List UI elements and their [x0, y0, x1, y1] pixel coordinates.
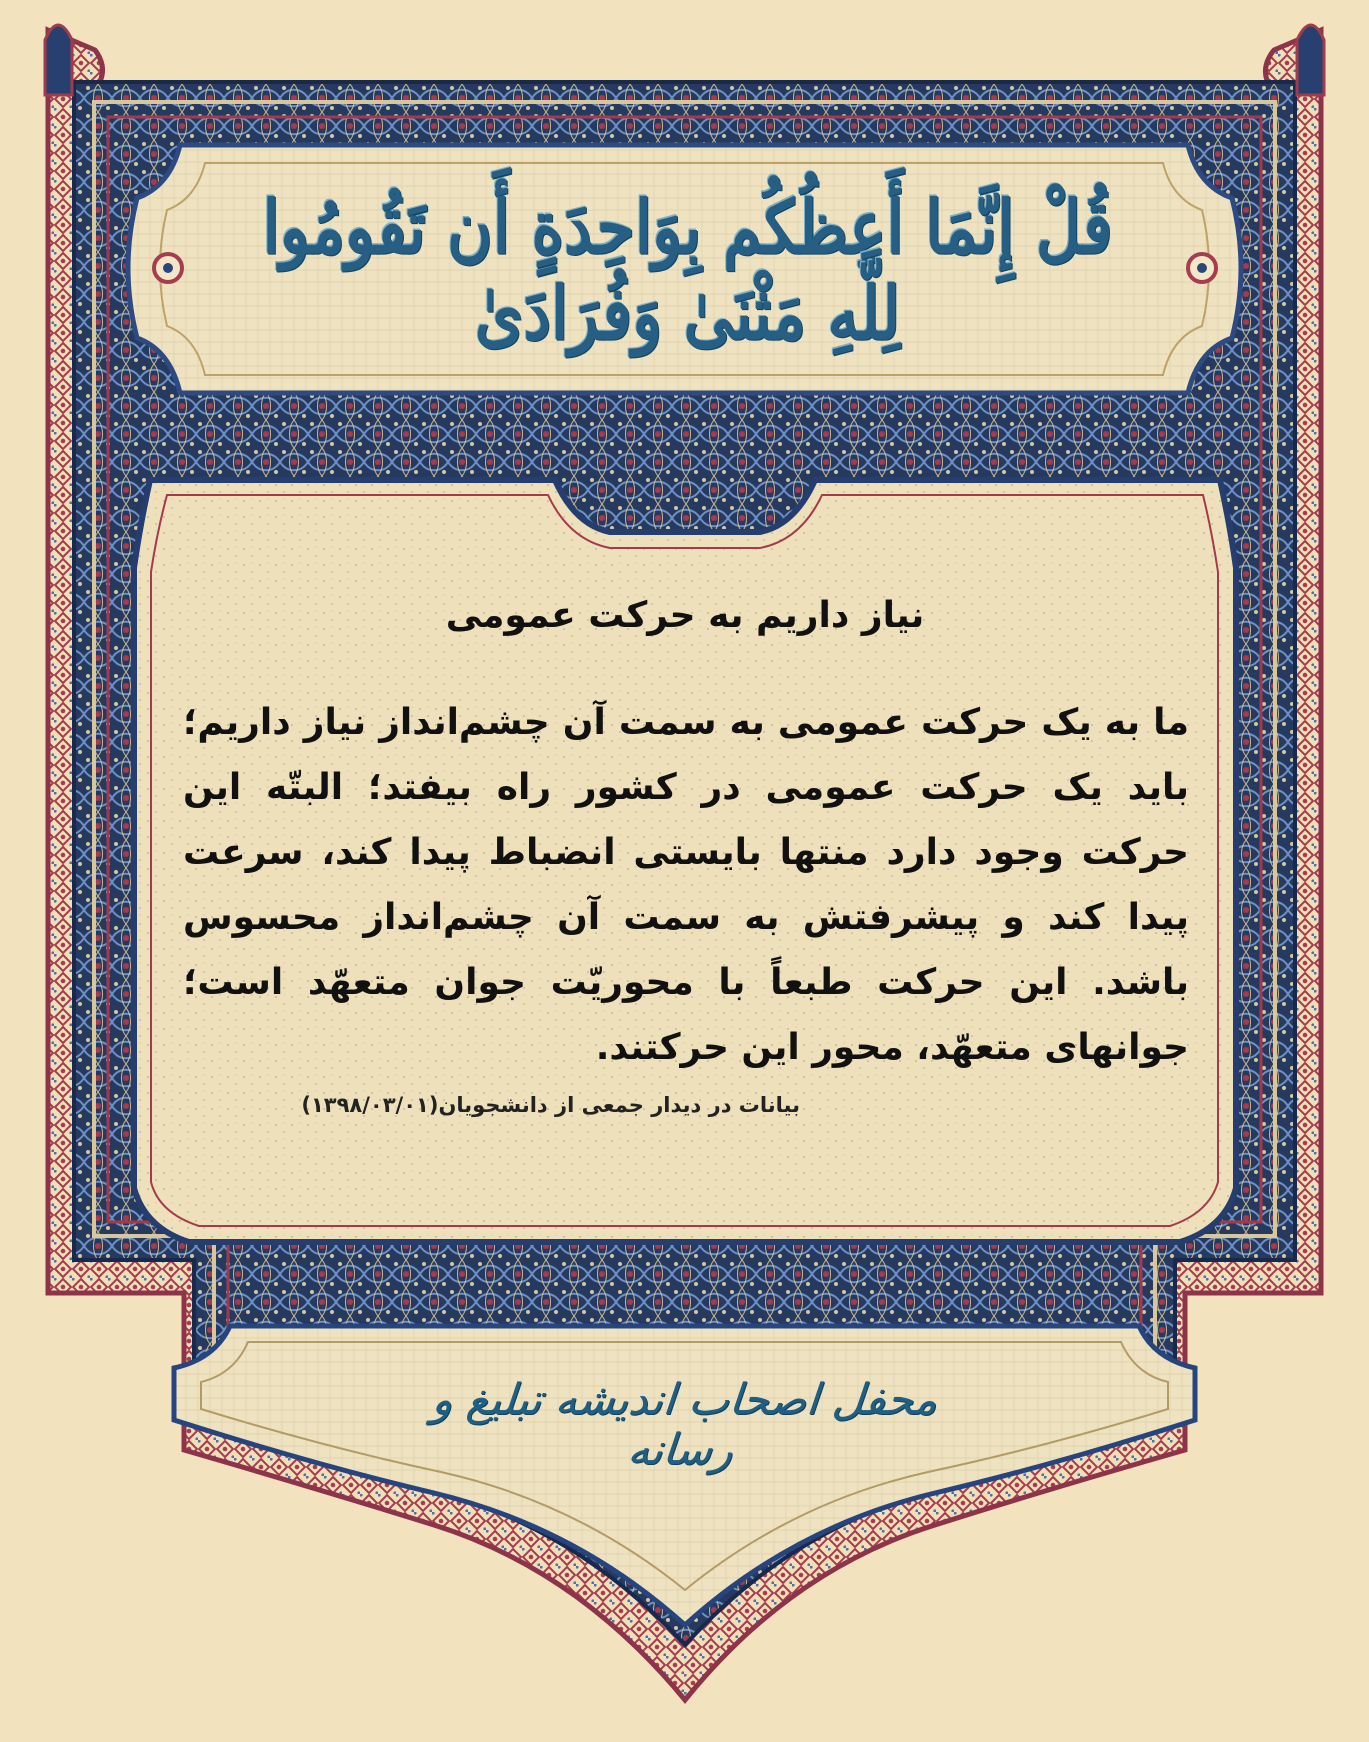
top-calligraphy: قُلْ إِنَّمَا أَعِظُكُم بِوَاحِدَةٍ أَن تَقُومُوا لِلَّهِ مَثْنَىٰ وَفُرَادَىٰ: [262, 183, 1113, 357]
left-rosette: [154, 254, 182, 282]
right-finial: [1297, 25, 1324, 95]
page-title: نیاز داریم به حرکت عمومی: [445, 595, 925, 636]
left-finial: [45, 25, 72, 95]
footer-calligraphy: محفل اصحاب اندیشه تبلیغ و رسانه: [429, 1375, 940, 1475]
body-paragraph: ما به یک حرکت عمومی به سمت آن چشم‌انداز نیاز داریم؛ باید یک حرکت عمومی در کشور راه بیفتد؛ البتّه این حرکت وجود دارد منتها بایستی انضباط پیدا کند، سرعت پیدا کند و پیشرفتش به سمت آن چشم‌انداز محسوس باشد. این حرکت طبعاً با محوریّت جوان متعهّد است؛ جوانهای متعهّد، محور این حرکتند.: [183, 702, 1189, 1068]
citation-text: بیانات در دیدار جمعی از دانشجویان(۱۳۹۸/۰۳/۰۱): [301, 1093, 800, 1117]
right-rosette: [1188, 254, 1216, 282]
